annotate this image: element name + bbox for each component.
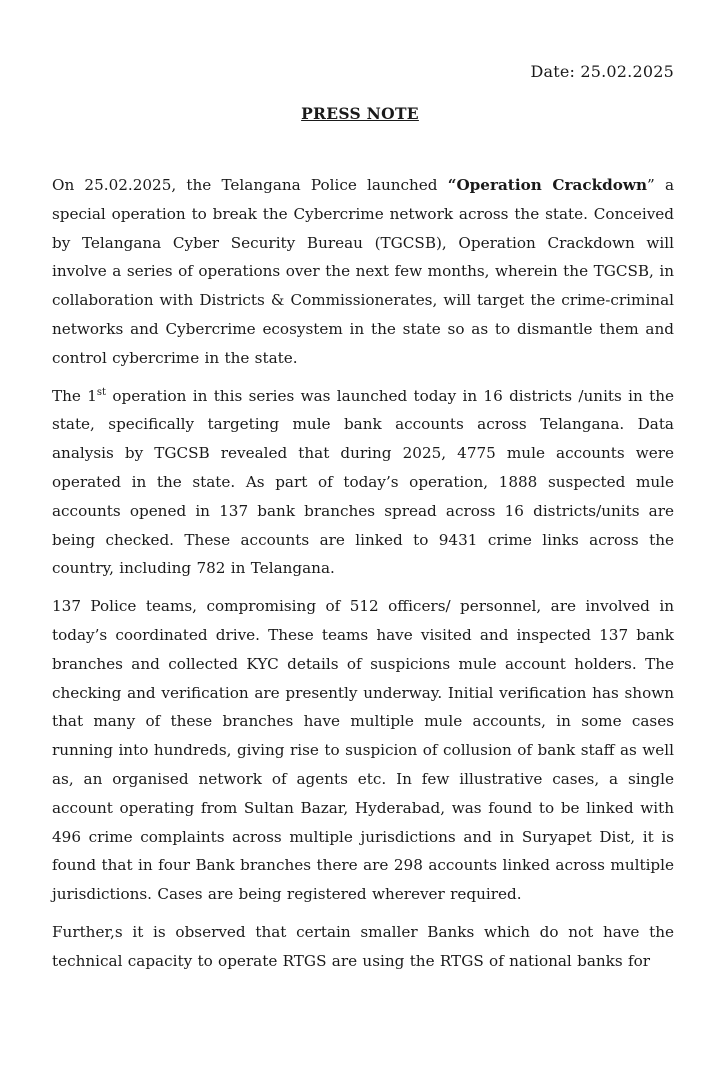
press-note-date: Date: 25.02.2025: [530, 62, 674, 81]
press-note-body: [52, 171, 674, 985]
paragraph-first-operation-text: operation in this series was launched today in 16 districts /units in the state, specifically targeting mule bank accounts across Telangana. Data analysis by TGCSB revealed that during 2025, 4775 mule accounts were operated in the state. As part of today’s operation, 1888 suspected mule accounts opened in 137 bank branches spread across 16 districts/units are being checked. These accounts are linked to 9431 crime links across the country, including 782 in Telangana.: [52, 386, 674, 578]
paragraph-operation-launch-text: ” a special operation to break the Cybercrime network across the state. Conceived by Telangana Cyber Security Bureau (TGCSB), Operation Crackdown will involve a series of operations over the next few months, wherein the TGCSB, in collaboration with Districts & Commissionerates, will target the crime-criminal networks and Cybercrime ecosystem in the state so as to dismantle them and control cybercrime in the state.: [52, 176, 674, 367]
paragraph-operation-launch-intro: On 25.02.2025, the Telangana Police launched: [52, 176, 448, 194]
paragraph-first-operation-intro: The 1: [52, 386, 97, 405]
paragraph-operation-launch: [52, 171, 674, 373]
operation-name: “Operation Crackdown: [447, 176, 647, 194]
press-note-title: PRESS NOTE: [301, 104, 419, 123]
paragraph-first-operation: [52, 382, 674, 584]
ordinal-suffix: st: [96, 386, 107, 398]
paragraph-police-teams: 137 Police teams, compromising of 512 officers/ personnel, are involved in today’s coordinated drive. These teams have visited and inspected 137 bank branches and collected KYC details of suspicions mule account holders. The checking and verification are presently underway. Initial verification has shown that many of these branches have multiple mule accounts, in some cases running into hundreds, giving rise to suspicion of collusion of bank staff as well as, an organised network of agents etc. In few illustrative cases, a single account operating from Sultan Bazar, Hyderabad, was found to be linked with 496 crime complaints across multiple jurisdictions and in Suryapet Dist, it is found that in four Bank branches there are 298 accounts linked across multiple jurisdictions. Cases are being registered wherever required.: [52, 597, 674, 904]
paragraph-rtgs-observation: Further,s it is observed that certain smaller Banks which do not have the technical capacity to operate RTGS are using the RTGS of national banks for: [52, 922, 674, 970]
